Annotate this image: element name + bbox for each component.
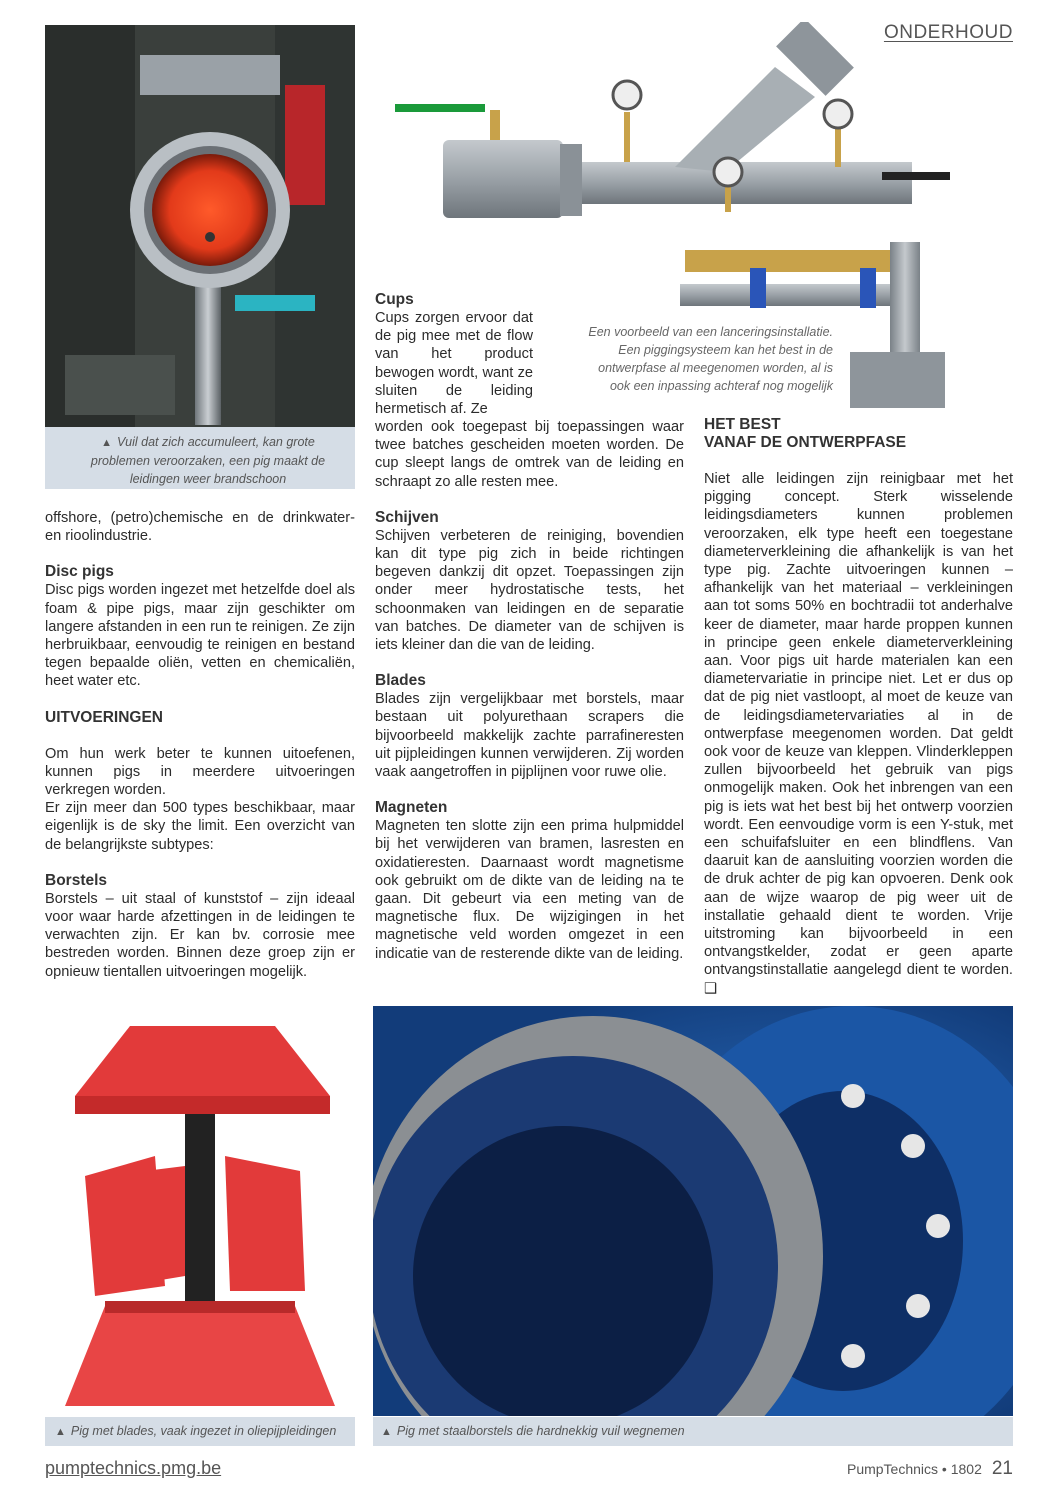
column-3 — [704, 416, 1013, 998]
heading-cups: Cups — [375, 291, 414, 308]
col2-cups-text-a: Cups zorgen ervoor dat de pig mee met de flow van het product bewogen wordt, want ze sluiten de leiding hermetisch af. Ze — [375, 310, 533, 418]
caption-bottom-left: ▲ Pig met blades, vaak ingezet in oliepijpleidingen — [45, 1417, 355, 1446]
column-2 — [375, 418, 684, 963]
heading-magneten: Magneten — [375, 799, 448, 817]
col1-borstels-text: Borstels – uit staal of kunststof – zijn ideaal voor waar harde afzettingen in de leidingen te verwachten zijn. Er kan bv. corrosie mee bestreden worden. Binnen deze groep zijn er opnieuw tientallen uitvoeringen mogelijk. — [45, 890, 355, 980]
col1-disc-text: Disc pigs worden ingezet met hetzelfde doel als foam & pipe pigs, maar zijn geschikter om langere afstanden in een run te reinigen. Ze zijn herbruikbaar, eenvoudig te reinigen en bestand tegen bepaalde oliën, vetten en chemicaliën, heet water etc. — [45, 582, 355, 690]
col1-uitv-text1: Om hun werk beter te kunnen uitoefenen, kunnen pigs in meerdere uitvoeringen verkregen worden. — [45, 745, 355, 799]
caption-triangle-icon: ▲ — [101, 437, 113, 449]
col1-intro: offshore, (petro)chemische en de drinkwater- en rioolindustrie. — [45, 510, 355, 545]
section-label: ONDERHOUD — [883, 22, 1013, 43]
pipe-cleaning-photo — [45, 25, 355, 427]
heading-disc-pigs: Disc pigs — [45, 563, 114, 581]
heading-uitvoeringen: UITVOERINGEN — [45, 708, 163, 726]
col3-text: Niet alle leidingen zijn reinigbaar met het pigging concept. Sterk wisselende leidingsdiameters kunnen problemen veroorzaken, elk type heeft een toegestane diameterverkleining die afhankelijk is van het type pig. Zachte uitvoeringen kunnen – afhankelijk van het materiaal – verkleiningen aan tot soms 50% en bochtradii tot anderhalve keer de diameter, maar harde proppen kunnen in principe geen enkele diameterverkleining aan. Voor pigs uit harde materialen kan een diametervariatie in principe niet. Let er dus op dat de pig niet vastloopt, al moet de keuze van de leidingsdiametervariaties al in de ontwerpfase meegenomen worden. Dat geldt ook voor de keuze van kleppen. Vlinderkleppen zullen bijvoorbeeld het gebruik van pigs onmogelijk maken. Ook het inbrengen van een pig is iets wat het best bij het ontwerp voorzien wordt. Een eenvoudige vorm is een Y-stuk, met een schuifafsluiter en een blindflens. Van daaruit kan de aansluiting voorzien worden die de druk achter de pig kan opvoeren. Denk ook aan de wijze waarop de pig weer uit de installatie gehaald dient te worden. Vrije uitstroming kan bijvoorbeeld in een ontvangstkelder, zodat er geen aparte ontvangstinstallatie aangelegd dient te worden. ❑ — [704, 471, 1013, 997]
heading-het-best-2: VANAF DE ONTWERPFASE — [704, 434, 907, 451]
heading-blades: Blades — [375, 672, 426, 690]
column-2-cups-start — [375, 291, 533, 418]
footer-website-link[interactable]: pumptechnics.pmg.be — [45, 1458, 222, 1478]
steel-brush-pig-photo — [373, 1006, 1013, 1416]
caption-triangle-icon: ▲ — [55, 1426, 66, 1438]
caption-bottom-right: ▲ Pig met staalborstels die hardnekkig vuil wegnemen — [373, 1417, 1013, 1446]
caption-diagram: Een voorbeeld van een lanceringsinstallatie. Een piggingsysteem kan het best in de ontwerpfase al meegenomen worden, al is ook een inpassing achteraf nog mogelijk — [588, 325, 833, 393]
magazine-issue: PumpTechnics • 1802 — [846, 1461, 982, 1477]
col2-blades-text: Blades zijn vergelijkbaar met borstels, maar bestaan uit polyurethaan scrapers die bijvoorbeeld makkelijk zachte parrafineresten uit pijpleidingen kunnen verwijderen. Zij worden vaak aangetroffen in pijplijnen voor ruwe olie. — [375, 691, 684, 781]
col1-uitv-text2: Er zijn meer dan 500 types beschikbaar, maar eigenlijk is de sky the limit. Een overzicht van de belangrijkste subtypes: — [45, 800, 355, 853]
heading-schijven: Schijven — [375, 508, 439, 526]
caption-triangle-icon: ▲ — [381, 1426, 392, 1438]
pressure-gauge-icon — [613, 81, 641, 162]
heading-borstels: Borstels — [45, 871, 108, 889]
col2-cups-text-b: worden ook toegepast bij toepassingen waar twee batches gescheiden moeten worden. De cup sleept langs de omtrek van de leiding en schraapt zo alle resten mee. — [375, 419, 684, 490]
column-1 — [45, 509, 355, 981]
col2-schijven-text: Schijven verbeteren de reiniging, bovendien kan dit type pig zich in beide richtingen begeven dankzij dit opzet. Toepassingen zijn onder meer hydrostatische tests, het schoonmaken van leidingen en de separatie van batches. De diameter van de schijven is iets kleiner dan die van de leiding. — [375, 527, 684, 654]
end-square-icon: ❑ — [704, 980, 718, 997]
heading-het-best-1: HET BEST — [704, 416, 781, 433]
footer-magazine — [847, 1458, 1013, 1480]
col2-magneten-text: Magneten ten slotte zijn een prima hulpmiddel bij het verwijderen van bramen, lasresten en oxidatieresten. Daarnaast wordt magnetisme ook gebruikt om de dikte van de leiding na te gaan. Dit gebeurt via een meting van de magnetische flux. De wijzigingen in het magnetische veld worden omgezet in een indicatie van de resterende dikte van de leiding. — [375, 818, 684, 962]
blade-pig-photo — [45, 1006, 355, 1416]
caption-top-left: ▲ Vuil dat zich accumuleert, kan grote problemen veroorzaken, een pig maakt de leidingen weer brandschoon — [45, 427, 355, 489]
page-number: 21 — [991, 1458, 1013, 1479]
